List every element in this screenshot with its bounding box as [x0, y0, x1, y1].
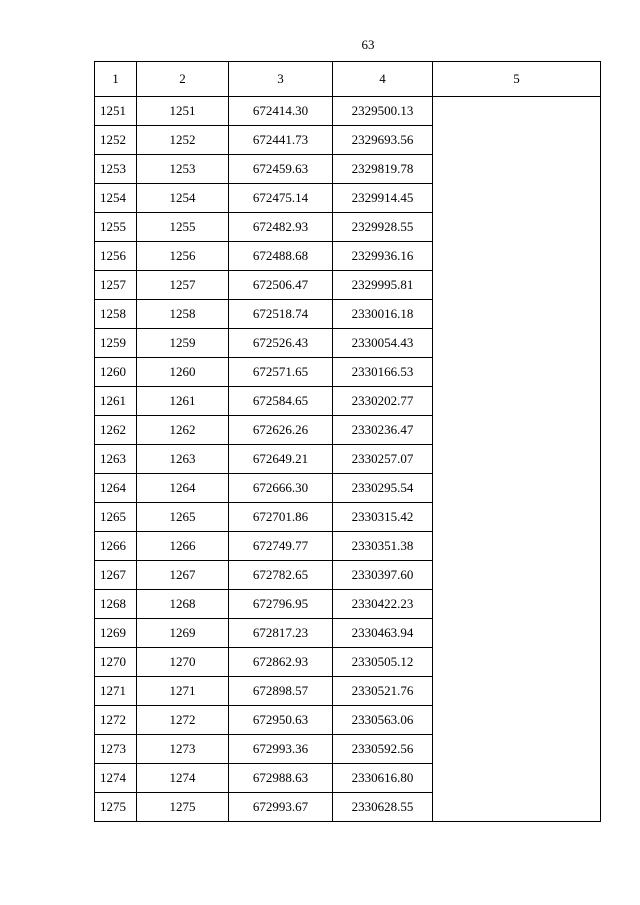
table-cell-col-4: 2330315.42 [333, 503, 433, 532]
table-cell-col-4: 2330236.47 [333, 416, 433, 445]
table-cell-col-3: 672701.86 [229, 503, 333, 532]
table-cell-col-2: 1271 [137, 677, 229, 706]
table-cell-col-1: 1265 [95, 503, 137, 532]
table-cell-col-1: 1263 [95, 445, 137, 474]
table-cell-col-4: 2330628.55 [333, 793, 433, 822]
column-header-2: 2 [137, 62, 229, 97]
table-cell-col-4: 2329819.78 [333, 155, 433, 184]
table-cell-col-1: 1251 [95, 97, 137, 126]
table-cell-col-3: 672666.30 [229, 474, 333, 503]
table-cell-col-1: 1268 [95, 590, 137, 619]
table-cell-col-2: 1269 [137, 619, 229, 648]
table-body [95, 97, 601, 822]
table-cell-col-2: 1253 [137, 155, 229, 184]
table-cell-col-3: 672988.63 [229, 764, 333, 793]
table-cell-col-3: 672749.77 [229, 532, 333, 561]
table-cell-col-3: 672862.93 [229, 648, 333, 677]
table-cell-col-3: 672414.30 [229, 97, 333, 126]
table-cell-col-4: 2330463.94 [333, 619, 433, 648]
column-header-5: 5 [433, 62, 601, 97]
table-cell-col-4: 2330521.76 [333, 677, 433, 706]
table-cell-col-4: 2330054.43 [333, 329, 433, 358]
table-cell-col-2: 1261 [137, 387, 229, 416]
table-cell-col-1: 1270 [95, 648, 137, 677]
table-cell-col-1: 1273 [95, 735, 137, 764]
table-cell-col-1: 1274 [95, 764, 137, 793]
table-cell-col-2: 1264 [137, 474, 229, 503]
table-cell-col-3: 672626.26 [229, 416, 333, 445]
table-cell-col-2: 1270 [137, 648, 229, 677]
table-cell-col-1: 1275 [95, 793, 137, 822]
table-cell-col-3: 672488.68 [229, 242, 333, 271]
table-cell-col-2: 1259 [137, 329, 229, 358]
table-cell-col-4: 2329995.81 [333, 271, 433, 300]
table-cell-col-4: 2329693.56 [333, 126, 433, 155]
table-cell-col-4: 2330505.12 [333, 648, 433, 677]
table-cell-col-5 [433, 97, 601, 822]
table-cell-col-3: 672441.73 [229, 126, 333, 155]
table-cell-col-2: 1256 [137, 242, 229, 271]
table-cell-col-2: 1268 [137, 590, 229, 619]
table-cell-col-1: 1254 [95, 184, 137, 213]
table-cell-col-2: 1263 [137, 445, 229, 474]
table-cell-col-2: 1257 [137, 271, 229, 300]
table-cell-col-1: 1269 [95, 619, 137, 648]
table-cell-col-4: 2330616.80 [333, 764, 433, 793]
table-cell-col-1: 1272 [95, 706, 137, 735]
table-cell-col-4: 2330016.18 [333, 300, 433, 329]
table-cell-col-2: 1274 [137, 764, 229, 793]
table-cell-col-3: 672796.95 [229, 590, 333, 619]
table-cell-col-3: 672898.57 [229, 677, 333, 706]
table-cell-col-1: 1264 [95, 474, 137, 503]
table-cell-col-3: 672459.63 [229, 155, 333, 184]
table-cell-col-1: 1267 [95, 561, 137, 590]
table-cell-col-3: 672950.63 [229, 706, 333, 735]
table-cell-col-1: 1262 [95, 416, 137, 445]
table-cell-col-1: 1266 [95, 532, 137, 561]
column-header-4: 4 [333, 62, 433, 97]
table-cell-col-2: 1251 [137, 97, 229, 126]
table-cell-col-4: 2330397.60 [333, 561, 433, 590]
table-cell-col-2: 1267 [137, 561, 229, 590]
table-cell-col-2: 1254 [137, 184, 229, 213]
table-cell-col-4: 2329936.16 [333, 242, 433, 271]
table-cell-col-2: 1273 [137, 735, 229, 764]
table-cell-col-3: 672584.65 [229, 387, 333, 416]
table-cell-col-4: 2330257.07 [333, 445, 433, 474]
coordinates-table [94, 61, 601, 822]
table-cell-col-3: 672649.21 [229, 445, 333, 474]
table-cell-col-2: 1262 [137, 416, 229, 445]
table-cell-col-4: 2330563.06 [333, 706, 433, 735]
table-cell-col-2: 1272 [137, 706, 229, 735]
table-cell-col-3: 672475.14 [229, 184, 333, 213]
table-cell-col-3: 672817.23 [229, 619, 333, 648]
table-cell-col-3: 672993.67 [229, 793, 333, 822]
table-cell-col-1: 1255 [95, 213, 137, 242]
table-cell-col-1: 1258 [95, 300, 137, 329]
table-cell-col-2: 1255 [137, 213, 229, 242]
table-cell-col-4: 2329928.55 [333, 213, 433, 242]
table-cell-col-4: 2330166.53 [333, 358, 433, 387]
table-cell-col-2: 1266 [137, 532, 229, 561]
table-cell-col-1: 1256 [95, 242, 137, 271]
table-row [95, 97, 601, 126]
table-cell-col-3: 672506.47 [229, 271, 333, 300]
table-cell-col-3: 672993.36 [229, 735, 333, 764]
table-cell-col-2: 1260 [137, 358, 229, 387]
table-cell-col-3: 672482.93 [229, 213, 333, 242]
table-cell-col-1: 1260 [95, 358, 137, 387]
page-number: 63 [361, 37, 375, 52]
table-cell-col-4: 2329500.13 [333, 97, 433, 126]
column-header-1: 1 [95, 62, 137, 97]
table-cell-col-4: 2329914.45 [333, 184, 433, 213]
table-cell-col-3: 672518.74 [229, 300, 333, 329]
table-cell-col-4: 2330295.54 [333, 474, 433, 503]
table-cell-col-3: 672526.43 [229, 329, 333, 358]
table-cell-col-1: 1252 [95, 126, 137, 155]
table-cell-col-2: 1258 [137, 300, 229, 329]
table-cell-col-4: 2330422.23 [333, 590, 433, 619]
table-cell-col-1: 1271 [95, 677, 137, 706]
table-cell-col-1: 1259 [95, 329, 137, 358]
table-cell-col-4: 2330351.38 [333, 532, 433, 561]
table-cell-col-4: 2330592.56 [333, 735, 433, 764]
table-cell-col-2: 1275 [137, 793, 229, 822]
column-header-3: 3 [229, 62, 333, 97]
table-header-row [95, 62, 601, 97]
table-cell-col-1: 1253 [95, 155, 137, 184]
table-cell-col-1: 1261 [95, 387, 137, 416]
table-cell-col-4: 2330202.77 [333, 387, 433, 416]
table-cell-col-1: 1257 [95, 271, 137, 300]
table-cell-col-2: 1252 [137, 126, 229, 155]
table-cell-col-2: 1265 [137, 503, 229, 532]
table-cell-col-3: 672782.65 [229, 561, 333, 590]
table-cell-col-3: 672571.65 [229, 358, 333, 387]
